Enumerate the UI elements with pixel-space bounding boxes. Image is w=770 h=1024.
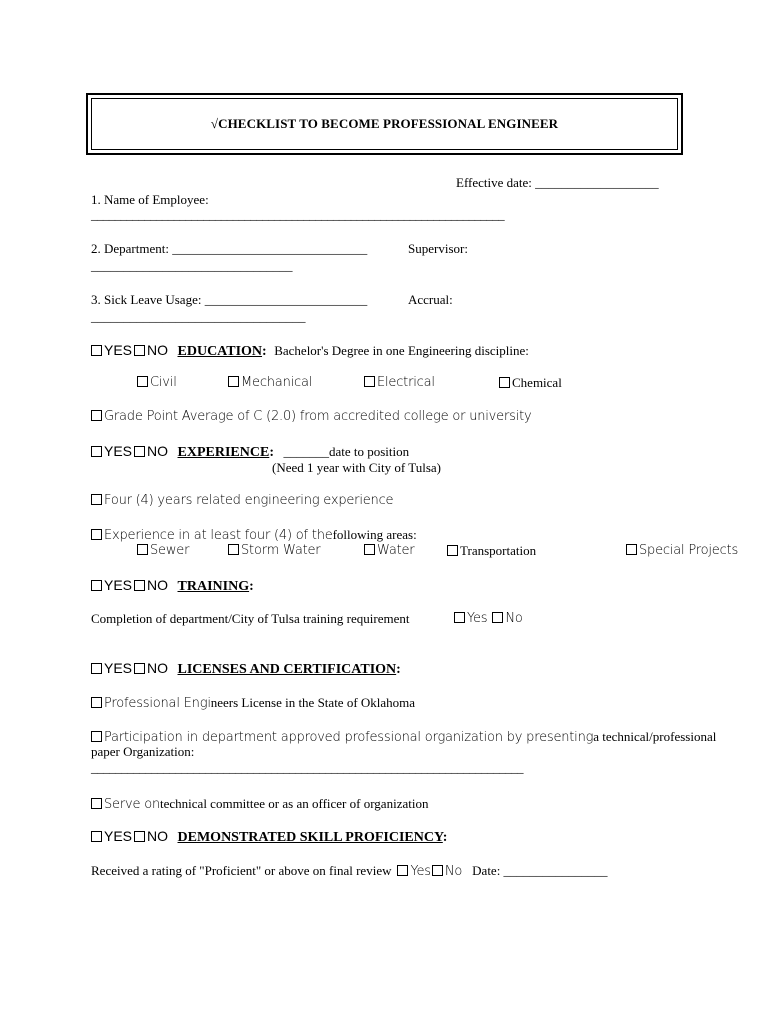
discipline-chemical-checkbox[interactable] bbox=[499, 377, 510, 388]
serve-item[interactable] bbox=[91, 795, 428, 813]
licenses-colon: : bbox=[396, 662, 401, 677]
licenses-no-label: NO bbox=[147, 660, 169, 676]
related-experience-label: Four (4) years related engineering experience bbox=[104, 493, 394, 508]
area-special-projects-label: Special Projects bbox=[639, 543, 739, 558]
related-experience-checkbox[interactable] bbox=[91, 494, 102, 505]
licenses-no-checkbox[interactable] bbox=[134, 663, 145, 674]
training-heading: TRAINING bbox=[177, 579, 250, 594]
training-answer bbox=[454, 611, 523, 626]
area-water-label: Water bbox=[377, 543, 415, 558]
pe-license-item[interactable] bbox=[91, 694, 415, 712]
education-description: Bachelor's Degree in one Engineering discipline: bbox=[274, 343, 529, 358]
training-requirement: Completion of department/City of Tulsa training requirement bbox=[91, 611, 410, 626]
participation-checkbox[interactable] bbox=[91, 731, 102, 742]
training-answer-yes-checkbox[interactable] bbox=[454, 612, 465, 623]
experience-no-label: NO bbox=[147, 443, 169, 459]
education-no-label: NO bbox=[147, 342, 169, 358]
experience-heading: EXPERIENCE bbox=[177, 445, 270, 460]
gpa-label: Grade Point Average of C (2.0) from accredited college or university bbox=[104, 409, 532, 424]
training-heading-row bbox=[91, 577, 254, 595]
check-mark-icon: √ bbox=[210, 116, 219, 131]
page-title bbox=[211, 116, 558, 132]
supervisor-input[interactable]: _______________________________ bbox=[91, 258, 293, 273]
training-answer-no-checkbox[interactable] bbox=[492, 612, 503, 623]
paper-organization-label: paper Organization: bbox=[91, 744, 195, 759]
gpa-checkbox[interactable] bbox=[91, 410, 102, 421]
experience-heading-row bbox=[91, 443, 409, 461]
area-water[interactable] bbox=[364, 543, 414, 558]
education-heading: EDUCATION bbox=[177, 344, 263, 359]
training-answer-no-label: No bbox=[505, 611, 523, 626]
area-storm-water[interactable] bbox=[228, 543, 320, 558]
area-transportation[interactable] bbox=[447, 543, 536, 559]
discipline-mechanical-label: Mechanical bbox=[241, 375, 313, 390]
serve-prefix: Serve on bbox=[104, 797, 161, 812]
training-colon: : bbox=[249, 579, 254, 594]
department-field[interactable]: 2. Department: ______________________________ bbox=[91, 241, 368, 256]
education-yes-checkbox[interactable] bbox=[91, 345, 102, 356]
participation-prefix: Participation in department approved professional organization by presenting bbox=[104, 730, 594, 745]
skill-answer-no-label: No bbox=[444, 864, 463, 879]
skill-date-field[interactable]: Date: ________________ bbox=[472, 863, 608, 878]
experience-date-field[interactable]: _______date to position bbox=[283, 444, 410, 459]
title-text: CHECKLIST TO BECOME PROFESSIONAL ENGINEER bbox=[218, 116, 559, 131]
area-transportation-label: Transportation bbox=[460, 543, 537, 558]
area-special-projects[interactable] bbox=[626, 543, 738, 558]
areas-label-suffix: following areas: bbox=[332, 527, 417, 542]
participation-suffix: a technical/professional bbox=[593, 729, 717, 744]
training-yes-label: YES bbox=[104, 577, 133, 593]
sick-leave-field[interactable]: 3. Sick Leave Usage: _________________________ bbox=[91, 292, 368, 307]
skill-answer-yes-label: Yes bbox=[410, 864, 431, 879]
discipline-mechanical-checkbox[interactable] bbox=[228, 376, 239, 387]
discipline-chemical[interactable] bbox=[499, 375, 562, 391]
effective-date-field[interactable]: Effective date: ___________________ bbox=[456, 175, 659, 190]
experience-note: (Need 1 year with City of Tulsa) bbox=[272, 460, 441, 475]
employee-name-label: 1. Name of Employee: bbox=[91, 192, 209, 207]
skill-no-label: NO bbox=[147, 828, 169, 844]
pe-license-checkbox[interactable] bbox=[91, 697, 102, 708]
discipline-civil-checkbox[interactable] bbox=[137, 376, 148, 387]
skill-colon: : bbox=[442, 830, 448, 845]
area-sewer-checkbox[interactable] bbox=[137, 544, 148, 555]
training-yes-checkbox[interactable] bbox=[91, 580, 102, 591]
discipline-mechanical[interactable] bbox=[228, 375, 312, 390]
experience-colon: : bbox=[269, 445, 274, 460]
discipline-chemical-label: Chemical bbox=[512, 375, 562, 390]
skill-answer-yes-checkbox[interactable] bbox=[397, 865, 408, 876]
accrual-label: Accrual: bbox=[408, 292, 453, 307]
education-heading-row bbox=[91, 342, 529, 360]
training-no-label: NO bbox=[147, 577, 169, 593]
skill-heading: DEMONSTRATED SKILL PROFICIENCY bbox=[177, 830, 443, 845]
licenses-yes-label: YES bbox=[104, 660, 133, 676]
skill-answer-no-checkbox[interactable] bbox=[432, 865, 443, 876]
education-no-checkbox[interactable] bbox=[134, 345, 145, 356]
area-water-checkbox[interactable] bbox=[364, 544, 375, 555]
skill-no-checkbox[interactable] bbox=[134, 831, 145, 842]
training-answer-yes-label: Yes bbox=[467, 611, 488, 626]
education-colon: : bbox=[262, 344, 267, 359]
skill-received-label: Received a rating of "Proficient" or above on final review bbox=[91, 863, 392, 878]
areas-label-prefix: Experience in at least four (4) of the bbox=[104, 528, 333, 543]
licenses-heading-row bbox=[91, 660, 401, 678]
discipline-civil[interactable] bbox=[137, 375, 177, 390]
skill-yes-checkbox[interactable] bbox=[91, 831, 102, 842]
experience-yes-label: YES bbox=[104, 443, 133, 459]
pe-license-suffix: neers License in the State of Oklahoma bbox=[210, 695, 416, 710]
area-sewer[interactable] bbox=[137, 543, 189, 558]
area-transportation-checkbox[interactable] bbox=[447, 545, 458, 556]
area-special-projects-checkbox[interactable] bbox=[626, 544, 637, 555]
experience-no-checkbox[interactable] bbox=[134, 446, 145, 457]
organization-input[interactable]: ________________________________________________________________________ bbox=[91, 760, 523, 775]
related-experience-item[interactable] bbox=[91, 493, 393, 508]
accrual-input[interactable]: _________________________________ bbox=[91, 309, 306, 324]
areas-checkbox[interactable] bbox=[91, 529, 102, 540]
skill-heading-row bbox=[91, 828, 447, 846]
employee-name-input[interactable]: ______________________________________________________________________ bbox=[91, 207, 505, 222]
discipline-electrical-label: Electrical bbox=[377, 375, 435, 390]
discipline-electrical-checkbox[interactable] bbox=[364, 376, 375, 387]
skill-rating-row bbox=[91, 862, 608, 880]
serve-suffix: technical committee or as an officer of organization bbox=[160, 796, 429, 811]
serve-checkbox[interactable] bbox=[91, 798, 102, 809]
licenses-heading: LICENSES AND CERTIFICATION bbox=[177, 662, 397, 677]
pe-license-prefix: Professional Engi bbox=[104, 696, 211, 711]
skill-yes-label: YES bbox=[104, 828, 133, 844]
training-no-checkbox[interactable] bbox=[134, 580, 145, 591]
title-box-inner bbox=[91, 98, 678, 150]
gpa-item[interactable] bbox=[91, 409, 532, 424]
education-yes-label: YES bbox=[104, 342, 133, 358]
area-sewer-label: Sewer bbox=[150, 543, 190, 558]
discipline-electrical[interactable] bbox=[364, 375, 435, 390]
area-storm-water-checkbox[interactable] bbox=[228, 544, 239, 555]
experience-yes-checkbox[interactable] bbox=[91, 446, 102, 457]
area-storm-water-label: Storm Water bbox=[241, 543, 321, 558]
areas-item[interactable] bbox=[91, 526, 417, 544]
discipline-civil-label: Civil bbox=[150, 375, 177, 390]
supervisor-label: Supervisor: bbox=[408, 241, 468, 256]
licenses-yes-checkbox[interactable] bbox=[91, 663, 102, 674]
title-box bbox=[86, 93, 683, 155]
